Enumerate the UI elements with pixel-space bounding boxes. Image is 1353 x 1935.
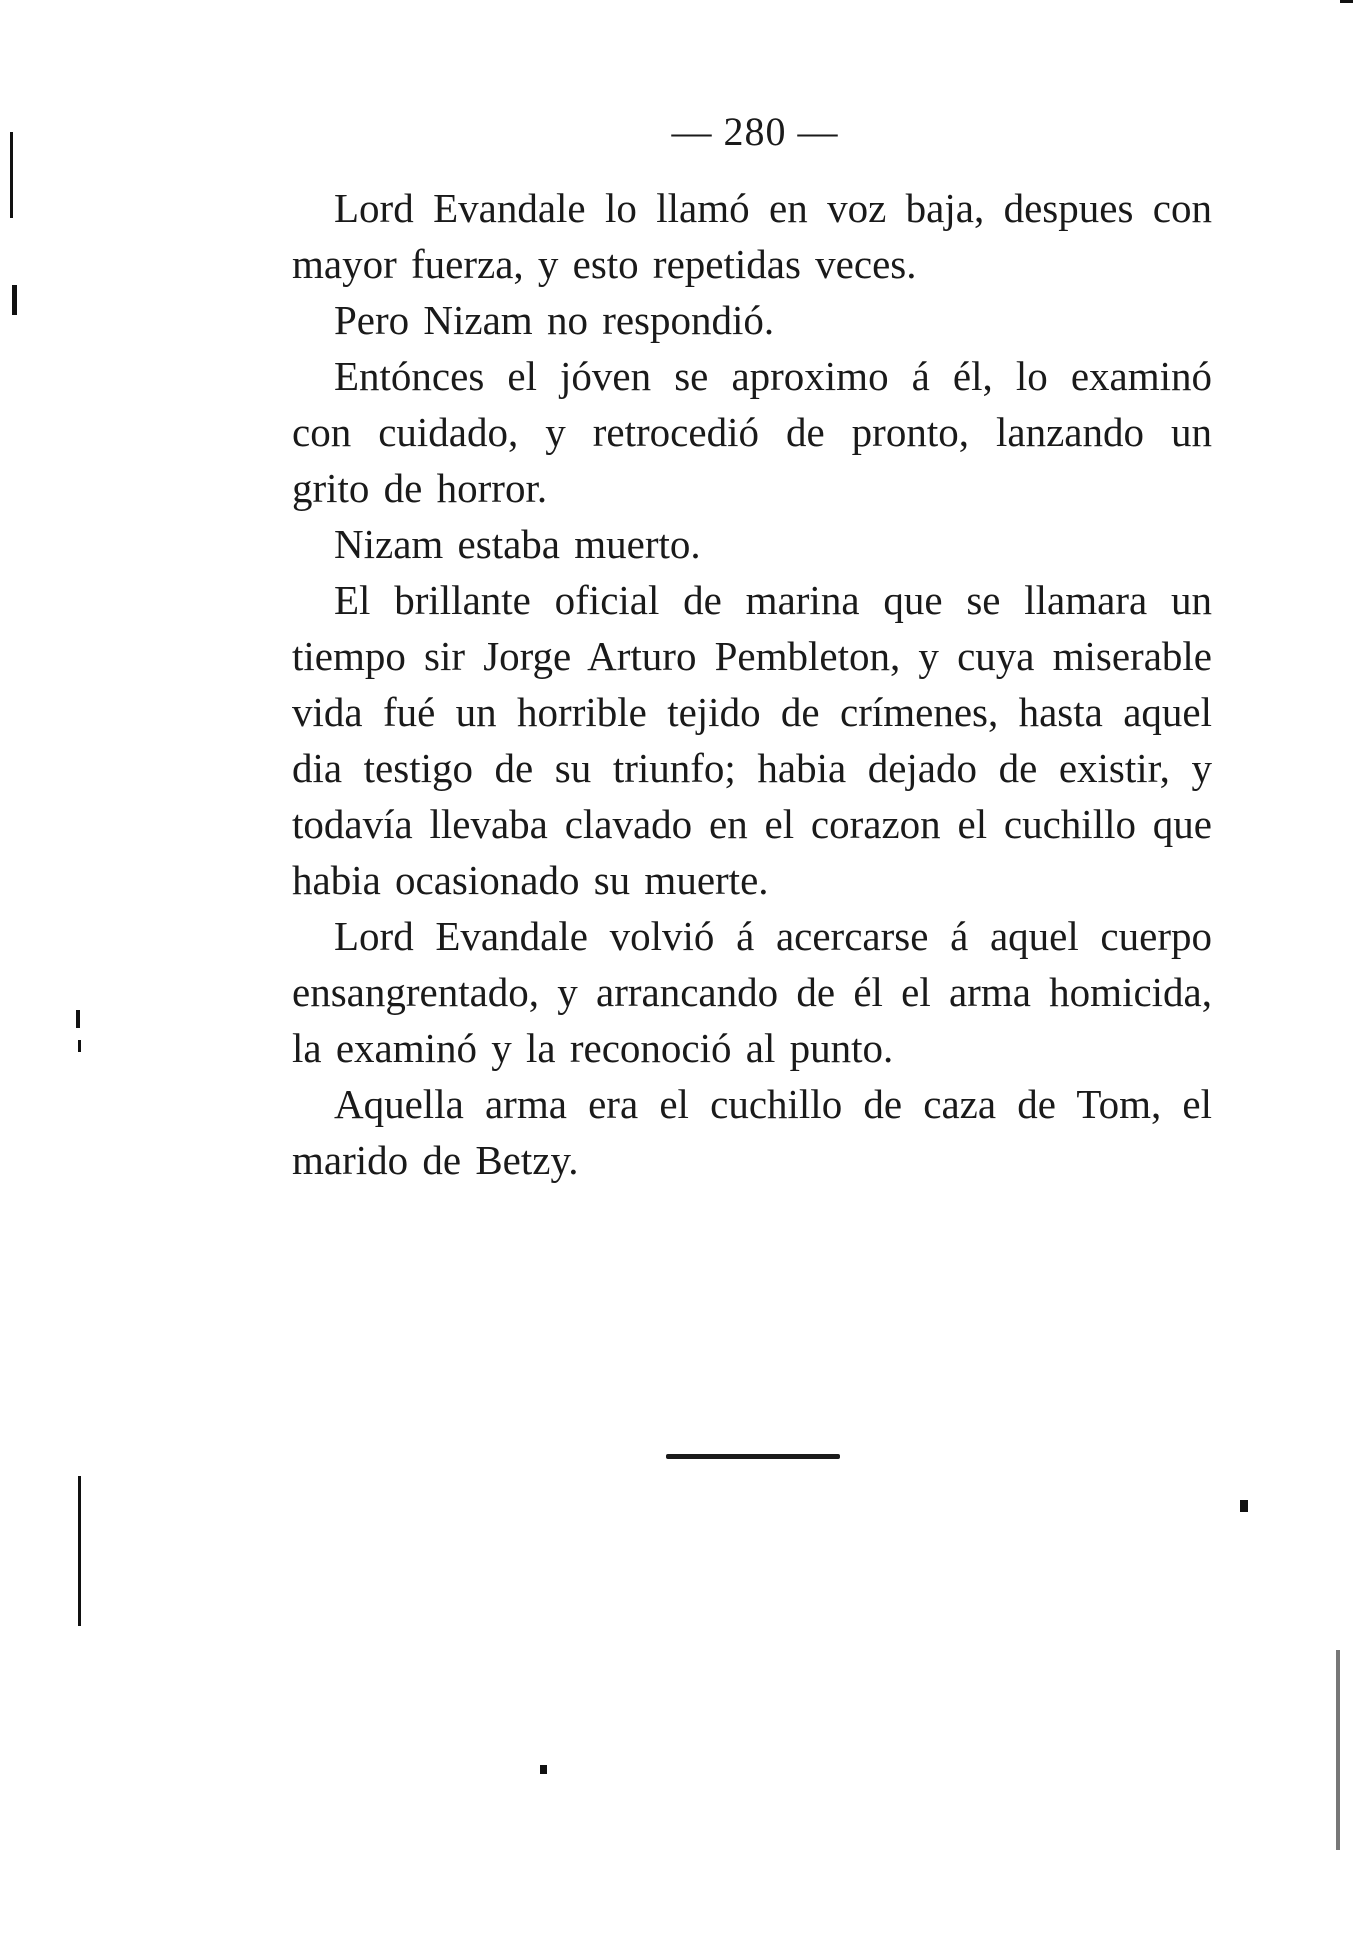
end-of-chapter-rule [666, 1454, 840, 1459]
paragraph: Nizam estaba muerto. [334, 521, 701, 567]
scan-artifact [10, 132, 13, 218]
scan-artifact [1336, 1650, 1340, 1850]
scan-artifact [78, 1040, 81, 1052]
page-number: — 280 — [671, 109, 839, 154]
scan-artifact [1240, 1500, 1248, 1512]
body-text [292, 180, 1212, 1188]
scan-artifact [12, 285, 17, 315]
paragraph: Lord Evandale volvió á acercarse á aquel cuerpo ensangrentado, y arrancando de él el arma homicida, la examinó y la reconoció al punto. [292, 913, 1212, 1071]
paragraph: Entónces el jóven se aproximo á él, lo examinó con cuidado, y retrocedió de pronto, lanzando un grito de horror. [292, 353, 1212, 511]
scan-artifact [78, 1476, 81, 1626]
scan-artifact [1340, 0, 1353, 3]
paragraph: Lord Evandale lo llamó en voz baja, despues con mayor fuerza, y esto repetidas veces. [292, 185, 1212, 287]
paragraph: El brillante oficial de marina que se llamara un tiempo sir Jorge Arturo Pembleton, y cuya miserable vida fué un horrible tejido de crímenes, hasta aquel dia testigo de su triunfo; habia dejado de existir, y todavía llevaba clavado en el corazon el cuchillo que habia ocasionado su muerte. [292, 577, 1212, 903]
paragraph: Pero Nizam no respondió. [334, 297, 775, 343]
paragraph: Aquella arma era el cuchillo de caza de Tom, el marido de Betzy. [292, 1081, 1212, 1183]
scan-artifact [540, 1765, 547, 1774]
scan-artifact [76, 1010, 80, 1028]
